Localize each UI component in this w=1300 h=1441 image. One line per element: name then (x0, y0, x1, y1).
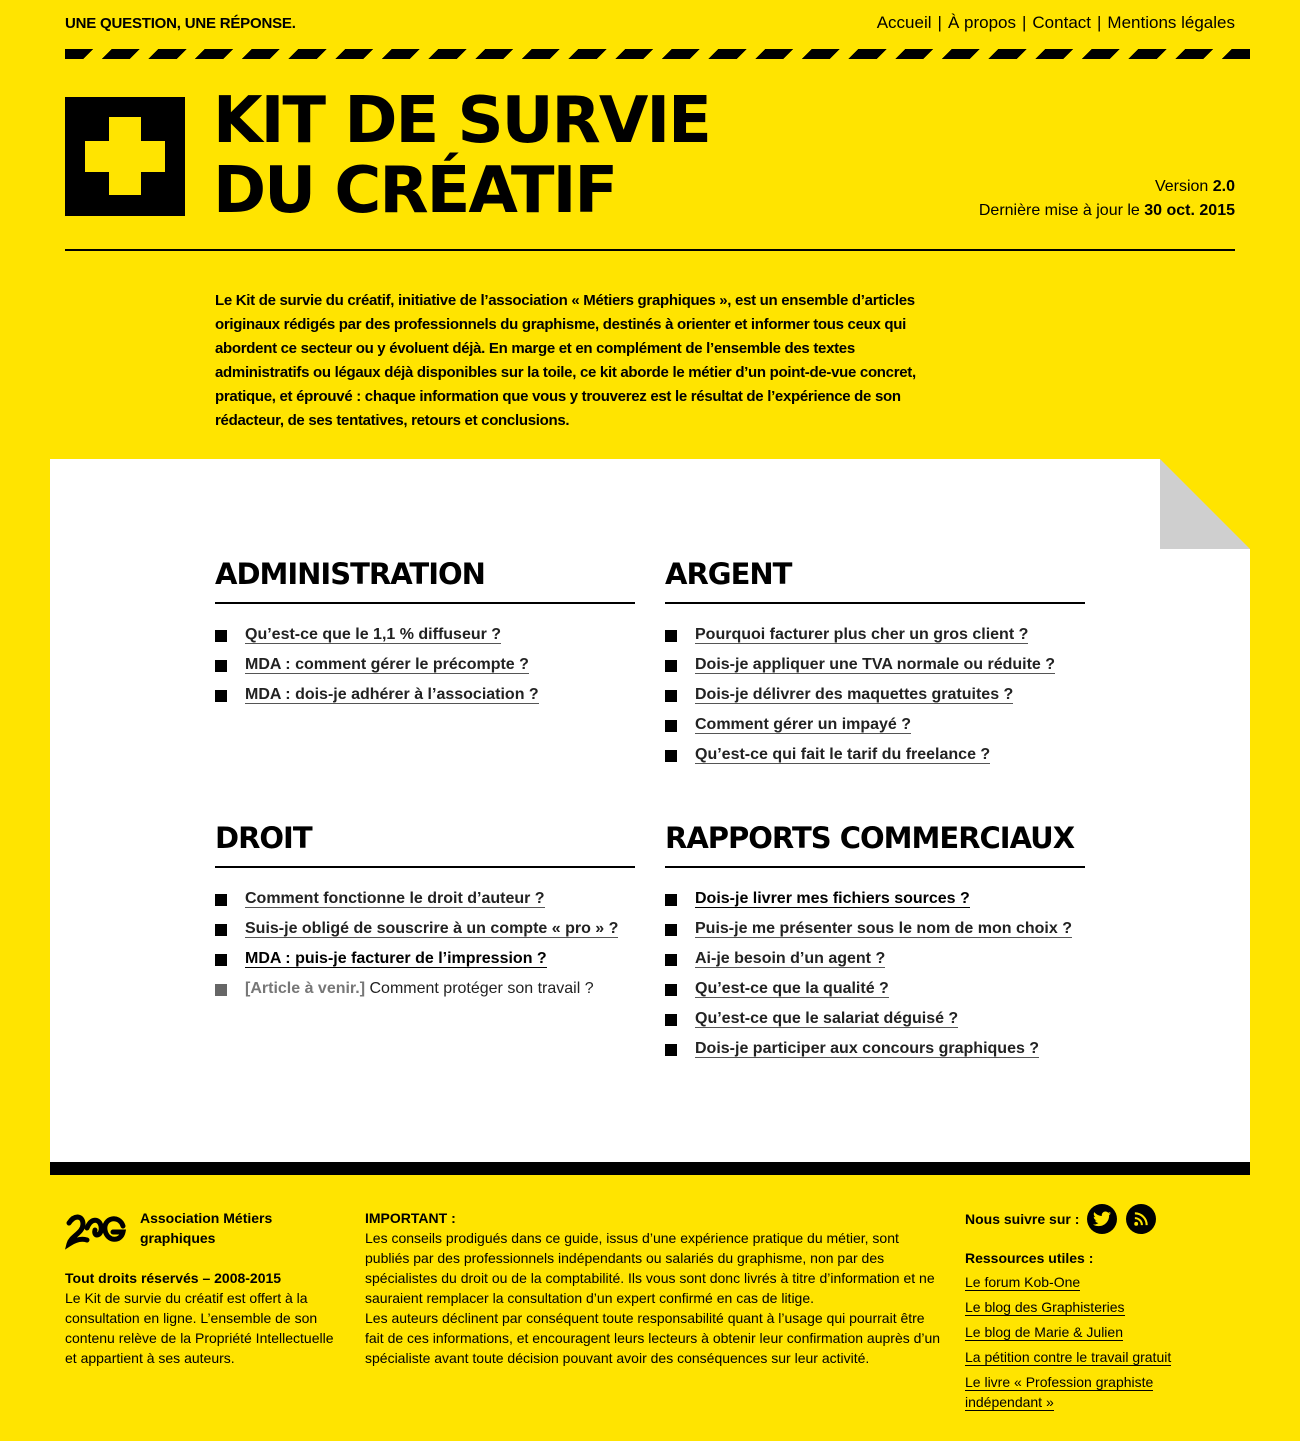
disclaimer-title: IMPORTANT : (365, 1210, 456, 1226)
article-link[interactable]: Comment gérer un impayé ? (695, 716, 912, 733)
square-bullet-icon (665, 924, 677, 936)
resource-link-marie-julien[interactable]: Le blog de Marie & Julien (965, 1324, 1123, 1340)
resource-link-livre[interactable]: Le livre « Profession graphiste indépendant » (965, 1374, 1154, 1410)
square-bullet-icon (665, 720, 677, 732)
square-bullet-icon (215, 690, 227, 702)
list-item (665, 624, 1085, 654)
page-title (213, 86, 710, 226)
resource-link-kob-one[interactable]: Le forum Kob-One (965, 1274, 1081, 1290)
twitter-icon[interactable] (1087, 1204, 1117, 1234)
resources-title: Ressources utiles : (965, 1250, 1094, 1266)
upcoming-badge: [Article à venir.] (245, 980, 366, 997)
copyright-title: Tout droits réservés – 2008-2015 (65, 1270, 282, 1286)
copyright-block (65, 1268, 345, 1368)
resource-link-petition[interactable]: La pétition contre le travail gratuit (965, 1349, 1172, 1365)
first-aid-cross-icon[interactable] (65, 97, 185, 216)
list-item (215, 624, 635, 654)
square-bullet-icon (665, 630, 677, 642)
tagline: UNE QUESTION, UNE RÉPONSE. (65, 15, 296, 32)
article-link[interactable]: Dois-je participer aux concours graphiques ? (695, 1040, 1040, 1057)
article-link[interactable]: Dois-je appliquer une TVA normale ou réduite ? (695, 656, 1056, 673)
list-item (665, 918, 1085, 948)
nav-separator: | (1021, 13, 1027, 32)
disclaimer-paragraph-2: Les auteurs déclinent par conséquent toute responsabilité quant à l’usage qui pourrait être fait de ces informations, et encouragent leurs lecteurs à obtenir leur confirmation auprès d’un spécialiste avant toute décision pouvant avoir des conséquences sur leur activité. (365, 1310, 941, 1366)
follow-us (965, 1202, 1225, 1236)
square-bullet-icon (665, 894, 677, 906)
list-item (215, 888, 635, 918)
version-label: Version (1154, 178, 1213, 195)
square-bullet-icon (215, 660, 227, 672)
section-argent (665, 557, 1085, 774)
section-title: RAPPORTS COMMERCIAUX (665, 821, 1085, 868)
section-rapports-commerciaux (665, 821, 1085, 1068)
title-line-2: DU CRÉATIF (213, 154, 617, 228)
list-item (665, 684, 1085, 714)
cross-horizontal-bar (85, 141, 165, 172)
square-bullet-icon (665, 660, 677, 672)
article-link[interactable]: Pourquoi facturer plus cher un gros client ? (695, 626, 1029, 643)
list-item-upcoming (215, 978, 635, 1008)
square-bullet-icon (665, 1044, 677, 1056)
updated-line (979, 199, 1235, 223)
copyright-text: Le Kit de survie du créatif est offert à la consultation en ligne. L’ensemble de son contenu relève de la Propriété Intellectuelle et appartient à ses auteurs. (65, 1290, 334, 1366)
resource-item (965, 1347, 1225, 1367)
article-link[interactable]: Qu’est-ce que le salariat déguisé ? (695, 1010, 959, 1027)
article-link[interactable]: Comment fonctionne le droit d’auteur ? (245, 890, 545, 907)
article-link[interactable]: Qu’est-ce qui fait le tarif du freelance ? (695, 746, 991, 763)
article-link[interactable]: MDA : comment gérer le précompte ? (245, 656, 529, 673)
association-name: Association Métiers graphiques (140, 1210, 273, 1246)
top-nav (877, 13, 1235, 33)
section-droit (215, 821, 635, 1008)
article-link[interactable]: MDA : puis-je facturer de l’impression ? (245, 950, 547, 967)
list-item (665, 714, 1085, 744)
article-link[interactable]: Dois-je délivrer des maquettes gratuites ? (695, 686, 1014, 703)
list-item (665, 978, 1085, 1008)
intro-text: Le Kit de survie du créatif, initiative de l’association « Métiers graphiques », est un ensemble d’articles originaux rédigés par des professionnels du graphisme, destinés à orienter et informer tous ceux qui abordent ce secteur ou y évoluent déjà. En marge et en complément de l’ensemble des textes administratifs ou légaux déjà disponibles sur la toile, ce kit aborde le métier d’un point-de-vue concret, pratique, et éprouvé : chaque information que vous y trouverez est le résultat de l’expérience de son rédacteur, de ses tentatives, retours et conclusions. (215, 292, 916, 429)
disclaimer-paragraph-1: Les conseils prodigués dans ce guide, issus d’une expérience pratique du métier, sont publiés par des professionnels indépendants ou salariés du graphisme, non par des spécialistes du droit ou de la comptabilité. Ils vous sont donc livrés à titre d’information et ne sauraient remplacer la consultation d’un expert confirmé en cas de litige. (365, 1230, 935, 1306)
article-link[interactable]: Qu’est-ce que la qualité ? (695, 980, 889, 997)
rss-icon[interactable] (1126, 1204, 1156, 1234)
follow-label: Nous suivre sur : (965, 1211, 1080, 1227)
version-value: 2.0 (1212, 178, 1235, 195)
hazard-stripe (65, 49, 1250, 59)
resources-list (965, 1272, 1225, 1412)
square-bullet-icon (215, 630, 227, 642)
square-bullet-icon (215, 924, 227, 936)
nav-separator: | (1097, 13, 1102, 32)
updated-value: 30 oct. 2015 (1144, 202, 1235, 219)
square-bullet-icon (665, 984, 677, 996)
article-link[interactable]: Ai-je besoin d’un agent ? (695, 950, 886, 967)
square-bullet-icon (215, 954, 227, 966)
article-link[interactable]: Dois-je livrer mes fichiers sources ? (695, 890, 970, 907)
list-item (215, 948, 635, 978)
footer-links (965, 1202, 1225, 1417)
nav-mentions-legales[interactable]: Mentions légales (1107, 13, 1235, 32)
resource-item (965, 1322, 1225, 1342)
resource-item (965, 1272, 1225, 1292)
section-title: ADMINISTRATION (215, 557, 635, 604)
list-item (215, 918, 635, 948)
article-link[interactable]: Suis-je obligé de souscrire à un compte « pro » ? (245, 920, 619, 937)
list-item (665, 1038, 1085, 1068)
article-link[interactable]: Qu’est-ce que le 1,1 % diffuseur ? (245, 626, 502, 643)
title-line-1: KIT DE SURVIE (213, 84, 710, 158)
nav-contact[interactable]: Contact (1032, 13, 1091, 32)
list-item (215, 654, 635, 684)
upcoming-article-title: Comment protéger son travail ? (365, 980, 594, 997)
article-list (215, 888, 635, 1008)
section-title: DROIT (215, 821, 635, 868)
version-line (979, 175, 1235, 199)
square-bullet-icon (665, 1014, 677, 1026)
article-link[interactable]: Puis-je me présenter sous le nom de mon choix ? (695, 920, 1072, 937)
list-item (665, 1008, 1085, 1038)
square-bullet-icon (665, 690, 677, 702)
article-list (665, 888, 1085, 1068)
nav-accueil[interactable]: Accueil (876, 13, 932, 32)
list-item (215, 684, 635, 714)
list-item (665, 744, 1085, 774)
square-bullet-icon (665, 954, 677, 966)
nav-separator: | (937, 13, 942, 32)
list-item (665, 948, 1085, 978)
resource-item (965, 1297, 1225, 1317)
header-divider (65, 249, 1235, 251)
association-logo-icon[interactable] (65, 1210, 127, 1250)
article-list (665, 624, 1085, 774)
square-bullet-icon (215, 984, 227, 996)
section-title: ARGENT (665, 557, 1085, 604)
article-list (215, 624, 635, 714)
list-item (665, 888, 1085, 918)
section-administration (215, 557, 635, 714)
nav-a-propos[interactable]: À propos (947, 13, 1016, 32)
resource-link-graphisteries[interactable]: Le blog des Graphisteries (965, 1299, 1125, 1315)
resource-item (965, 1372, 1225, 1412)
square-bullet-icon (665, 750, 677, 762)
article-link[interactable]: MDA : dois-je adhérer à l’association ? (245, 686, 539, 703)
version-info (979, 175, 1235, 223)
footer-black-bar (50, 1162, 1250, 1175)
footer-disclaimer (365, 1208, 945, 1368)
updated-label: Dernière mise à jour le (978, 202, 1145, 219)
list-item (665, 654, 1085, 684)
square-bullet-icon (215, 894, 227, 906)
